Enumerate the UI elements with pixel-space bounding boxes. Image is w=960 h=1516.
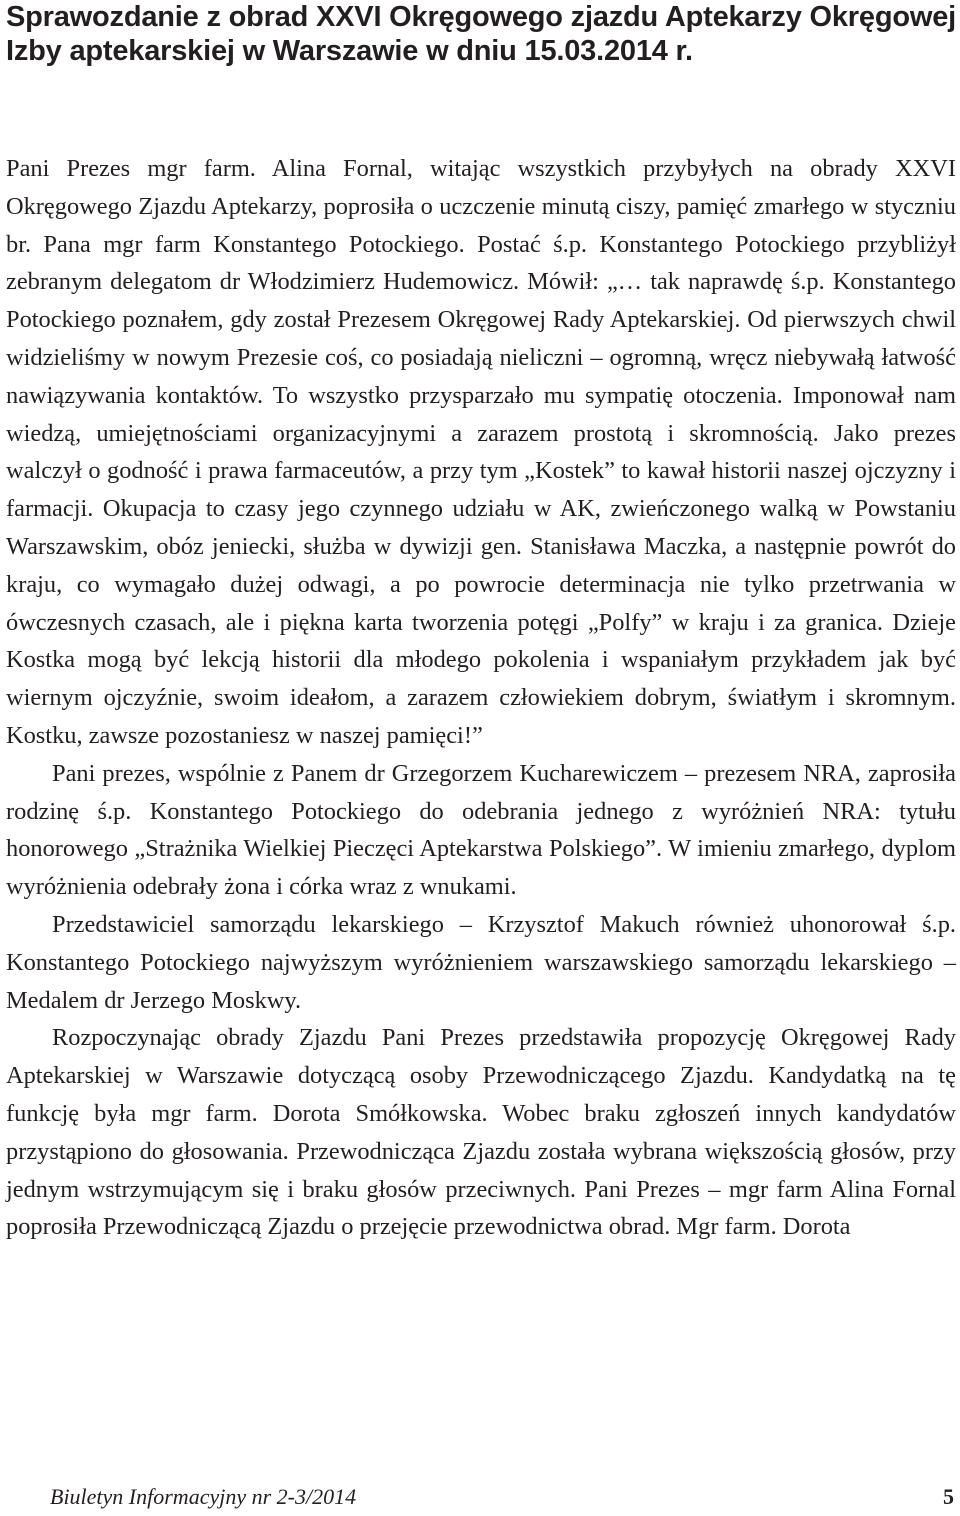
page-title: Sprawozdanie z obrad XXVI Okręgowego zjazdu Aptekarzy Okręgowej Izby aptekarskiej w Warszawie w dniu 15.03.2014 r. [6, 1, 956, 67]
paragraph-1: Pani Prezes mgr farm. Alina Fornal, witając wszystkich przybyłych na obrady XXVI Okręgowego Zjazdu Aptekarzy, poprosiła o uczczenie minutą ciszy, pamięć zmarłego w styczniu br. Pana mgr farm Konstantego Potockiego. Postać ś.p. Konstantego Potockiego przybliżył zebranym delegatom dr Włodzimierz Hudemowicz. Mówił: „… tak naprawdę ś.p. Konstantego Potockiego poznałem, gdy został Prezesem Okręgowej Rady Aptekarskiej. Od pierwszych chwil widzieliśmy w nowym Prezesie coś, co posiadają nieliczni – ogromną, wręcz niebywałą łatwość nawiązywania kontaktów. To wszystko przysparzało mu sympatię otoczenia. Imponował nam wiedzą, umiejętnościami organizacyjnymi a zarazem prostotą i skromnością. Jako prezes walczył o godność i prawa farmaceutów, a przy tym „Kostek” to kawał historii naszej ojczyzny i farmacji. Okupacja to czasy jego czynnego udziału w AK, zwieńczonego walką w Powstaniu Warszawskim, obóz jeniecki, służba w dywizji gen. Stanisława Maczka, a następnie powrót do kraju, co wymagało dużej odwagi, a po powrocie determinacja nie tylko przetrwania w ówczesnych czasach, ale i piękna karta tworzenia potęgi „Polfy” w kraju i za granica. Dzieje Kostka mogą być lekcją historii dla młodego pokolenia i wspaniałym przykładem jak być wiernym ojczyźnie, swoim ideałom, a zarazem człowiekiem dobrym, światłym i skromnym. Kostku, zawsze pozostaniesz w naszej pamięci!” [6, 155, 956, 749]
paragraph-2: Pani prezes, wspólnie z Panem dr Grzegorzem Kucharewiczem – prezesem NRA, zaprosiła rodzinę ś.p. Konstantego Potockiego do odebrania jednego z wyróżnień NRA: tytułu honorowego „Strażnika Wielkiej Pieczęci Aptekarstwa Polskiego”. W imieniu zmarłego, dyplom wyróżnienia odebrały żona i córka wraz z wnukami. [6, 759, 956, 901]
publication-name: Biuletyn Informacyjny nr 2-3/2014 [50, 1484, 357, 1509]
page-number: 5 [943, 1484, 954, 1509]
page-footer [50, 1484, 954, 1516]
paragraph-4: Rozpoczynając obrady Zjazdu Pani Prezes przedstawiła propozycję Okręgowej Rady Aptekarskiej w Warszawie dotyczącą osoby Przewodniczącego Zjazdu. Kandydatką na tę funkcję była mgr farm. Dorota Smółkowska. Wobec braku zgłoszeń innych kandydatów przystąpiono do głosowania. Przewodnicząca Zjazdu została wybrana większością głosów, przy jednym wstrzymującym się i braku głosów przeciwnych. Pani Prezes – mgr farm Alina Fornal poprosiła Przewodniczącą Zjazdu o przejęcie przewodnictwa obrad. Mgr farm. Dorota [6, 1024, 956, 1241]
article-body [6, 150, 956, 1246]
paragraph-3: Przedstawiciel samorządu lekarskiego – Krzysztof Makuch również uhonorował ś.p. Konstantego Potockiego najwyższym wyróżnieniem warszawskiego samorządu lekarskiego – Medalem dr Jerzego Moskwy. [6, 910, 956, 1014]
